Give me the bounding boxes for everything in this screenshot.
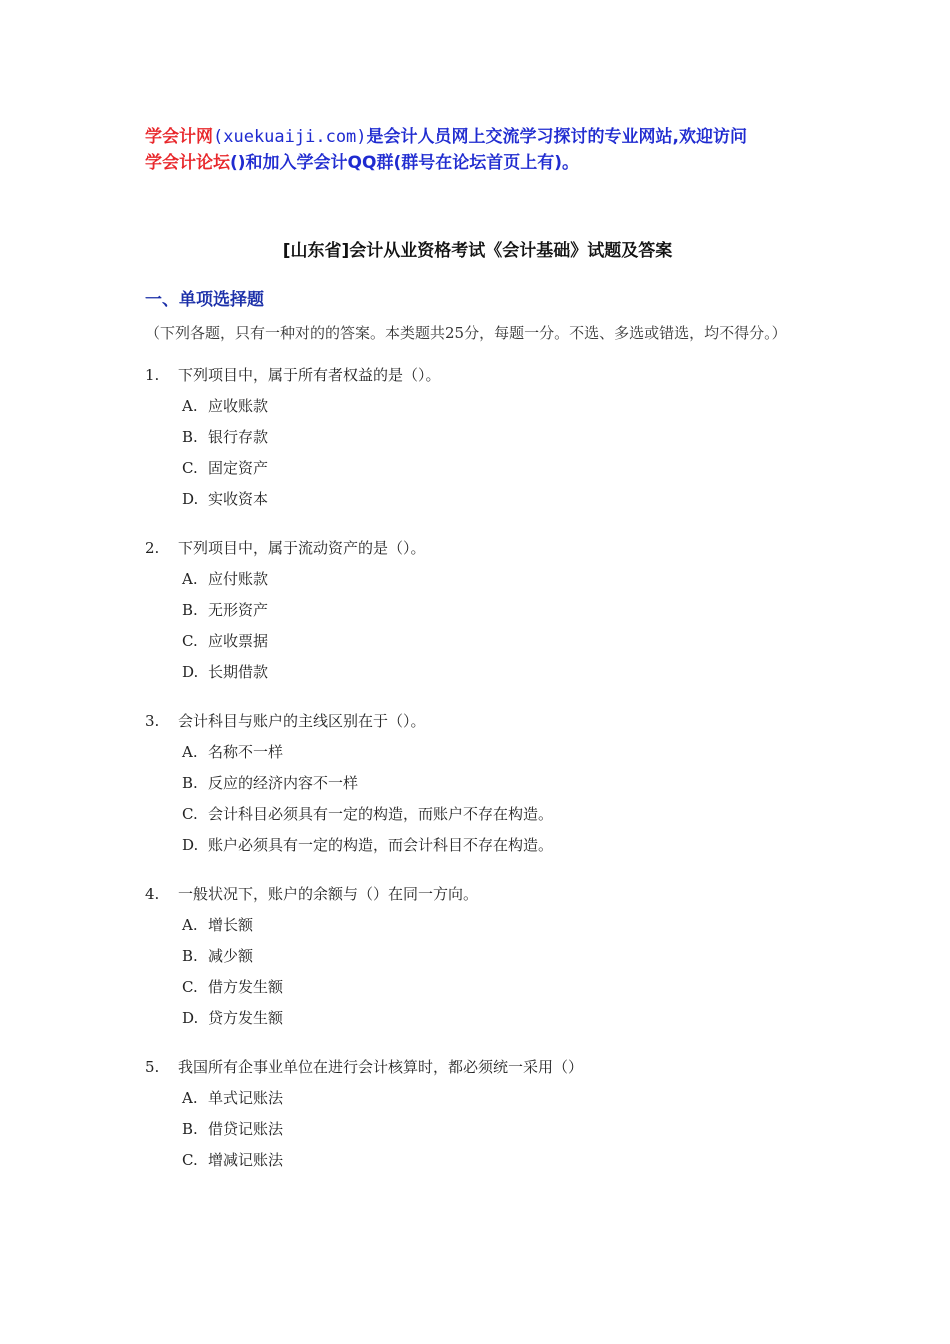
option-text: 银行存款 [208, 428, 269, 446]
option-text: 反应的经济内容不一样 [208, 774, 359, 792]
question-number: 3. [145, 712, 160, 730]
option-list [182, 564, 810, 688]
option-letter: D. [182, 490, 199, 508]
option-text: 贷方发生额 [208, 1009, 284, 1027]
option-letter: B. [182, 774, 198, 792]
option-item [182, 941, 810, 972]
option-letter: C. [182, 805, 198, 823]
question-stem [145, 533, 810, 564]
question-text: 我国所有企事业单位在进行会计核算时，都必须统一采用（） [178, 1058, 584, 1076]
option-text: 增长额 [208, 916, 254, 934]
option-text: 增减记账法 [208, 1151, 284, 1169]
option-list [182, 910, 810, 1034]
question-text: 会计科目与账户的主线区别在于（）。 [178, 712, 426, 730]
option-text: 名称不一样 [208, 743, 284, 761]
option-item [182, 1003, 810, 1034]
option-item [182, 453, 810, 484]
option-letter: C. [182, 459, 198, 477]
option-letter: B. [182, 428, 198, 446]
option-text: 固定资产 [208, 459, 269, 477]
option-item [182, 768, 810, 799]
option-text: 长期借款 [208, 663, 269, 681]
site-name-link[interactable]: 学会计网 [145, 127, 213, 147]
question-stem [145, 879, 810, 910]
question-item [145, 360, 810, 515]
option-item [182, 484, 810, 515]
option-item [182, 799, 810, 830]
option-letter: D. [182, 663, 199, 681]
option-item [182, 564, 810, 595]
question-stem [145, 360, 810, 391]
option-item [182, 626, 810, 657]
question-text: 下列项目中，属于所有者权益的是（）。 [178, 366, 441, 384]
site-banner [145, 124, 810, 176]
question-number: 2. [145, 539, 160, 557]
option-text: 借贷记账法 [208, 1120, 284, 1138]
option-letter: A. [182, 916, 198, 934]
question-stem [145, 1052, 810, 1083]
option-letter: B. [182, 601, 198, 619]
option-item [182, 657, 810, 688]
option-letter: B. [182, 1120, 198, 1138]
question-list [145, 360, 810, 1176]
option-item [182, 737, 810, 768]
option-text: 应付账款 [208, 570, 269, 588]
option-item [182, 595, 810, 626]
option-item [182, 1145, 810, 1176]
option-letter: C. [182, 632, 198, 650]
section-instructions: （下列各题，只有一种对的的答案。本类题共25分，每题一分。不选、多选或错选，均不得分。） [145, 324, 787, 342]
option-list [182, 391, 810, 515]
option-text: 借方发生额 [208, 978, 284, 996]
question-item [145, 706, 810, 861]
question-text: 下列项目中，属于流动资产的是（）。 [178, 539, 426, 557]
option-letter: B. [182, 947, 198, 965]
option-text: 无形资产 [208, 601, 269, 619]
option-letter: D. [182, 836, 199, 854]
question-number: 1. [145, 366, 160, 384]
option-text: 账户必须具有一定的构造，而会计科目不存在构造。 [208, 836, 554, 854]
option-letter: A. [182, 570, 198, 588]
option-item [182, 972, 810, 1003]
question-number: 5. [145, 1058, 160, 1076]
option-letter: A. [182, 397, 198, 415]
option-letter: A. [182, 1089, 198, 1107]
question-item [145, 533, 810, 688]
option-item [182, 1083, 810, 1114]
option-text: 减少额 [208, 947, 254, 965]
banner-line2-text: ()和加入学会计QQ群(群号在论坛首页上有)。 [230, 153, 579, 173]
option-list [182, 1083, 810, 1176]
option-item [182, 1114, 810, 1145]
question-stem [145, 706, 810, 737]
option-text: 应收票据 [208, 632, 269, 650]
question-number: 4. [145, 885, 160, 903]
section-heading: 一、单项选择题 [145, 290, 264, 310]
document-page [145, 124, 810, 1194]
question-item [145, 879, 810, 1034]
option-letter: C. [182, 1151, 198, 1169]
question-item [145, 1052, 810, 1176]
document-title: [山东省]会计从业资格考试《会计基础》试题及答案 [282, 241, 673, 261]
option-text: 实收资本 [208, 490, 269, 508]
option-list [182, 737, 810, 861]
option-letter: D. [182, 1009, 199, 1027]
banner-line1-text: 是会计人员网上交流学习探讨的专业网站,欢迎访问 [366, 127, 747, 147]
option-item [182, 910, 810, 941]
question-text: 一般状况下，账户的余额与（）在同一方向。 [178, 885, 479, 903]
option-letter: A. [182, 743, 198, 761]
site-url: (xuekuaiji.com) [213, 127, 367, 147]
option-letter: C. [182, 978, 198, 996]
option-item [182, 391, 810, 422]
option-text: 应收账款 [208, 397, 269, 415]
forum-link[interactable]: 学会计论坛 [145, 153, 230, 173]
option-text: 会计科目必须具有一定的构造，而账户不存在构造。 [208, 805, 554, 823]
option-item [182, 422, 810, 453]
option-item [182, 830, 810, 861]
option-text: 单式记账法 [208, 1089, 284, 1107]
